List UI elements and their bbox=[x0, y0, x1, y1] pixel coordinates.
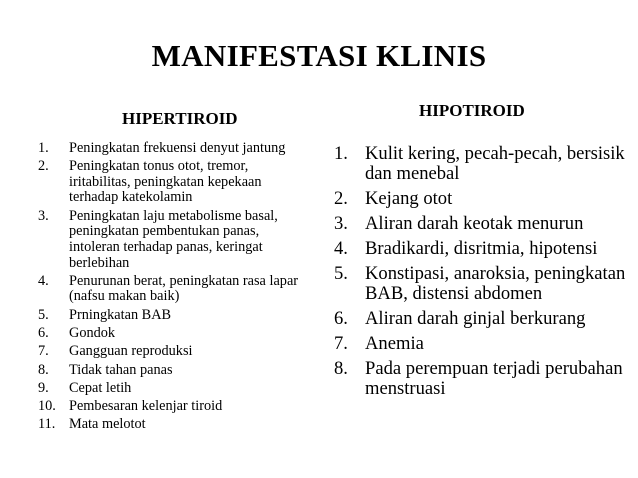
list-text: Pada perempuan terjadi perubahan menstruasi bbox=[365, 358, 623, 399]
list-item bbox=[334, 144, 626, 184]
list-item bbox=[334, 239, 626, 259]
list-item bbox=[334, 309, 626, 329]
list-number: 2. bbox=[334, 188, 348, 209]
list-number: 10. bbox=[38, 398, 56, 415]
list-number: 2. bbox=[38, 158, 49, 175]
list-item bbox=[38, 381, 308, 397]
list-text: Pembesaran kelenjar tiroid bbox=[69, 398, 223, 415]
list-number: 5. bbox=[38, 306, 49, 323]
hipertiroid-list bbox=[38, 141, 308, 436]
list-text: Peningkatan laju metabolisme basal, peningkatan pembentukan panas, intoleran terhadap panas, keringat berlebihan bbox=[69, 207, 278, 271]
list-text: Konstipasi, anaroksia, peningkatan BAB, distensi abdomen bbox=[365, 263, 626, 304]
list-text: Aliran darah ginjal berkurang bbox=[365, 308, 586, 329]
hipertiroid-heading: HIPERTIROID bbox=[122, 109, 238, 128]
list-number: 7. bbox=[334, 333, 348, 354]
list-number: 4. bbox=[38, 272, 49, 289]
hipotiroid-heading: HIPOTIROID bbox=[419, 101, 525, 120]
list-text: Mata melotot bbox=[69, 416, 146, 433]
list-text: Peningkatan frekuensi denyut jantung bbox=[69, 140, 286, 156]
list-number: 6. bbox=[38, 324, 49, 341]
list-number: 8. bbox=[334, 358, 348, 379]
list-item bbox=[38, 417, 308, 433]
list-item bbox=[38, 274, 308, 305]
list-text: Penurunan berat, peningkatan rasa lapar (nafsu makan baik) bbox=[69, 272, 299, 305]
list-item bbox=[334, 214, 626, 234]
list-text: Gangguan reproduksi bbox=[69, 343, 193, 360]
list-number: 3. bbox=[38, 207, 49, 224]
list-item bbox=[38, 209, 308, 271]
list-text: Peningkatan tonus otot, tremor, iritabilitas, peningkatan kepekaan terhadap katekolamin bbox=[69, 158, 262, 206]
list-text: Bradikardi, disritmia, hipotensi bbox=[365, 238, 598, 259]
list-number: 7. bbox=[38, 343, 49, 360]
list-number: 4. bbox=[334, 238, 348, 259]
slide-title: MANIFESTASI KLINIS bbox=[151, 38, 487, 73]
list-item bbox=[38, 344, 308, 360]
list-number: 5. bbox=[334, 263, 348, 284]
list-text: Anemia bbox=[365, 333, 424, 354]
list-text: Gondok bbox=[69, 324, 116, 341]
list-number: 3. bbox=[334, 213, 348, 234]
list-text: Prningkatan BAB bbox=[69, 306, 172, 323]
list-text: Aliran darah keotak menurun bbox=[365, 213, 584, 234]
list-item bbox=[38, 308, 308, 324]
list-number: 8. bbox=[38, 361, 49, 378]
list-number: 1. bbox=[38, 140, 49, 156]
list-item bbox=[334, 264, 626, 304]
list-number: 6. bbox=[334, 308, 348, 329]
list-text: Cepat letih bbox=[69, 379, 132, 396]
list-text: Kejang otot bbox=[365, 188, 453, 209]
list-item bbox=[38, 399, 308, 415]
hipotiroid-list bbox=[334, 144, 626, 404]
list-text: Tidak tahan panas bbox=[69, 361, 173, 378]
list-item bbox=[38, 159, 308, 206]
list-item bbox=[334, 334, 626, 354]
list-item bbox=[38, 141, 308, 157]
list-item bbox=[38, 326, 308, 342]
list-text: Kulit kering, pecah-pecah, bersisik dan menebal bbox=[365, 143, 625, 184]
list-number: 11. bbox=[38, 416, 56, 433]
list-item bbox=[334, 189, 626, 209]
list-number: 9. bbox=[38, 379, 49, 396]
list-item bbox=[38, 363, 308, 379]
list-item bbox=[334, 359, 626, 399]
list-number: 1. bbox=[334, 143, 348, 164]
